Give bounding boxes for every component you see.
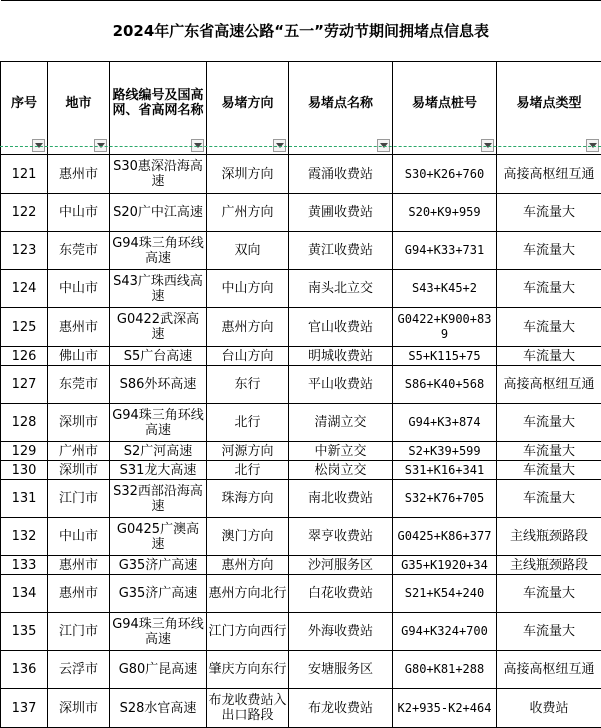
table-row: [1, 366, 601, 404]
table-cell[interactable]: 124: [1, 270, 48, 308]
table-row: [1, 689, 601, 728]
table-cell[interactable]: S30+K26+760: [393, 155, 497, 194]
table-cell[interactable]: G80+K81+288: [393, 651, 497, 689]
table-cell[interactable]: 布龙收费站入出口路段: [207, 689, 289, 728]
table-cell[interactable]: 白花收费站: [289, 575, 393, 613]
table-cell[interactable]: S20广中江高速: [110, 194, 207, 232]
table-cell[interactable]: 车流量大: [497, 575, 601, 613]
table-cell[interactable]: 123: [1, 232, 48, 270]
table-row: [1, 575, 601, 613]
header-cell: 序号: [1, 62, 48, 155]
header-cell: 易堵点类型: [497, 62, 601, 155]
table-row: [1, 270, 601, 308]
header-cell: 易堵点桩号: [393, 62, 497, 155]
table-cell[interactable]: 双向: [207, 232, 289, 270]
table-cell[interactable]: 北行: [207, 404, 289, 442]
table-cell[interactable]: 137: [1, 689, 48, 728]
table-row: [1, 442, 601, 461]
table-cell[interactable]: 车流量大: [497, 442, 601, 461]
table-cell[interactable]: 收费站: [497, 689, 601, 728]
table-cell[interactable]: S32西部沿海高速: [110, 480, 207, 518]
table-cell[interactable]: S21+K54+240: [393, 575, 497, 613]
table-cell[interactable]: 安塘服务区: [289, 651, 393, 689]
table-cell[interactable]: 东行: [207, 366, 289, 404]
table-cell[interactable]: K2+935-K2+464: [393, 689, 497, 728]
table-row: [1, 556, 601, 575]
table-cell[interactable]: 车流量大: [497, 232, 601, 270]
table-cell[interactable]: 车流量大: [497, 308, 601, 347]
table-cell[interactable]: 126: [1, 347, 48, 366]
table-cell[interactable]: 南北收费站: [289, 480, 393, 518]
table-cell[interactable]: 133: [1, 556, 48, 575]
filter-dropdown-icon[interactable]: [273, 139, 286, 152]
table-cell[interactable]: 松岗立交: [289, 461, 393, 480]
table-cell[interactable]: S43+K45+2: [393, 270, 497, 308]
table-cell[interactable]: 澳门方向: [207, 518, 289, 556]
table-cell[interactable]: 车流量大: [497, 480, 601, 518]
table-cell[interactable]: 136: [1, 651, 48, 689]
table-row: [1, 155, 601, 194]
table-row: [1, 651, 601, 689]
table-row: [1, 194, 601, 232]
table-cell[interactable]: 珠海方向: [207, 480, 289, 518]
table-cell[interactable]: 135: [1, 613, 48, 651]
table-cell[interactable]: 广州市: [48, 442, 110, 461]
table-cell[interactable]: 主线瓶颈路段: [497, 518, 601, 556]
table-cell[interactable]: 中山市: [48, 194, 110, 232]
filter-dropdown-icon[interactable]: [586, 139, 599, 152]
table-cell[interactable]: S20+K9+959: [393, 194, 497, 232]
table-cell[interactable]: 车流量大: [497, 613, 601, 651]
table-cell[interactable]: 深圳市: [48, 689, 110, 728]
table-cell[interactable]: 河源方向: [207, 442, 289, 461]
table-cell[interactable]: 中山市: [48, 518, 110, 556]
table-cell[interactable]: S31龙大高速: [110, 461, 207, 480]
filter-dropdown-icon[interactable]: [481, 139, 494, 152]
filter-dropdown-icon[interactable]: [191, 139, 204, 152]
table-cell[interactable]: 北行: [207, 461, 289, 480]
table-cell[interactable]: S5广台高速: [110, 347, 207, 366]
table-cell[interactable]: S28水官高速: [110, 689, 207, 728]
filter-dropdown-icon[interactable]: [377, 139, 390, 152]
table-cell[interactable]: G0422武深高速: [110, 308, 207, 347]
table-cell[interactable]: 肇庆方向东行: [207, 651, 289, 689]
filter-dropdown-icon[interactable]: [32, 139, 45, 152]
table-cell[interactable]: S2广河高速: [110, 442, 207, 461]
table-row: [1, 308, 601, 347]
table-cell[interactable]: 125: [1, 308, 48, 347]
table-cell[interactable]: 惠州市: [48, 575, 110, 613]
header-row: [1, 62, 601, 155]
table-cell[interactable]: 惠州市: [48, 556, 110, 575]
table-cell[interactable]: 广州方向: [207, 194, 289, 232]
table-cell[interactable]: S43广珠西线高速: [110, 270, 207, 308]
table-cell[interactable]: S5+K115+75: [393, 347, 497, 366]
table-cell[interactable]: S86+K40+568: [393, 366, 497, 404]
header-cell: 地市: [48, 62, 110, 155]
table-cell[interactable]: G94珠三角环线高速: [110, 404, 207, 442]
table-cell[interactable]: 车流量大: [497, 347, 601, 366]
table-cell[interactable]: 惠州市: [48, 308, 110, 347]
table-cell[interactable]: 127: [1, 366, 48, 404]
table-row: [1, 232, 601, 270]
table-cell[interactable]: 黄江收费站: [289, 232, 393, 270]
table-cell[interactable]: 129: [1, 442, 48, 461]
table-cell[interactable]: 128: [1, 404, 48, 442]
header-cell: 易堵方向: [207, 62, 289, 155]
table-cell[interactable]: 台山方向: [207, 347, 289, 366]
table-cell[interactable]: S30惠深沿海高速: [110, 155, 207, 194]
table-cell[interactable]: 布龙收费站: [289, 689, 393, 728]
table-cell[interactable]: 134: [1, 575, 48, 613]
table-cell[interactable]: 江门方向西行: [207, 613, 289, 651]
header-cell: 路线编号及国高网、省高网名称: [110, 62, 207, 155]
table-cell[interactable]: 东莞市: [48, 366, 110, 404]
table-cell[interactable]: G0425+K86+377: [393, 518, 497, 556]
table-cell[interactable]: 132: [1, 518, 48, 556]
table-cell[interactable]: 主线瓶颈路段: [497, 556, 601, 575]
table-cell[interactable]: 霞涌收费站: [289, 155, 393, 194]
table-row: [1, 347, 601, 366]
filter-dropdown-icon[interactable]: [94, 139, 107, 152]
table-cell[interactable]: 中新立交: [289, 442, 393, 461]
table-cell[interactable]: G0425广澳高速: [110, 518, 207, 556]
table-cell[interactable]: G0422+K900+839: [393, 308, 497, 347]
table-title: 2024年广东省高速公路“五一”劳动节期间拥堵点信息表: [1, 1, 601, 62]
table-cell[interactable]: G94珠三角环线高速: [110, 613, 207, 651]
table-cell[interactable]: 高接高枢纽互通: [497, 366, 601, 404]
table-cell[interactable]: 车流量大: [497, 194, 601, 232]
table-cell[interactable]: 外海收费站: [289, 613, 393, 651]
table-cell[interactable]: G94+K33+731: [393, 232, 497, 270]
table-cell[interactable]: 车流量大: [497, 404, 601, 442]
table-row: [1, 404, 601, 442]
table-cell[interactable]: 惠州方向北行: [207, 575, 289, 613]
table-cell[interactable]: 惠州市: [48, 155, 110, 194]
table-cell[interactable]: S2+K39+599: [393, 442, 497, 461]
table-cell[interactable]: 121: [1, 155, 48, 194]
table-cell[interactable]: 佛山市: [48, 347, 110, 366]
table-row: [1, 518, 601, 556]
table-cell[interactable]: 翠亨收费站: [289, 518, 393, 556]
table-row: [1, 461, 601, 480]
table-cell[interactable]: G94珠三角环线高速: [110, 232, 207, 270]
table-cell[interactable]: 高接高枢纽互通: [497, 155, 601, 194]
table-cell[interactable]: 南头北立交: [289, 270, 393, 308]
table-cell[interactable]: 131: [1, 480, 48, 518]
table-cell[interactable]: 平山收费站: [289, 366, 393, 404]
table-cell[interactable]: S31+K16+341: [393, 461, 497, 480]
header-cell: 易堵点名称: [289, 62, 393, 155]
table-cell[interactable]: 江门市: [48, 480, 110, 518]
table-cell[interactable]: 沙河服务区: [289, 556, 393, 575]
table-cell[interactable]: 明城收费站: [289, 347, 393, 366]
table-cell[interactable]: 122: [1, 194, 48, 232]
table-cell[interactable]: 东莞市: [48, 232, 110, 270]
table-cell[interactable]: 清湖立交: [289, 404, 393, 442]
table-cell[interactable]: G35济广高速: [110, 575, 207, 613]
table-row: [1, 480, 601, 518]
table-cell[interactable]: 官山收费站: [289, 308, 393, 347]
table-cell[interactable]: 惠州方向: [207, 308, 289, 347]
table-cell[interactable]: S86外环高速: [110, 366, 207, 404]
table-cell[interactable]: G94+K3+874: [393, 404, 497, 442]
table-cell[interactable]: S32+K76+705: [393, 480, 497, 518]
table-cell[interactable]: 惠州方向: [207, 556, 289, 575]
table-row: [1, 613, 601, 651]
table-cell[interactable]: 车流量大: [497, 270, 601, 308]
table-cell[interactable]: 高接高枢纽互通: [497, 651, 601, 689]
table-cell[interactable]: 130: [1, 461, 48, 480]
table-cell[interactable]: 深圳市: [48, 461, 110, 480]
table-cell[interactable]: 深圳市: [48, 404, 110, 442]
table-cell[interactable]: G35+K1920+34: [393, 556, 497, 575]
table-cell[interactable]: 中山市: [48, 270, 110, 308]
table-cell[interactable]: 黄圃收费站: [289, 194, 393, 232]
table-cell[interactable]: 江门市: [48, 613, 110, 651]
table-cell[interactable]: G35济广高速: [110, 556, 207, 575]
table-cell[interactable]: 深圳方向: [207, 155, 289, 194]
table-cell[interactable]: G94+K324+700: [393, 613, 497, 651]
table-cell[interactable]: 云浮市: [48, 651, 110, 689]
table-cell[interactable]: 中山方向: [207, 270, 289, 308]
table-cell[interactable]: G80广昆高速: [110, 651, 207, 689]
table-cell[interactable]: 车流量大: [497, 461, 601, 480]
